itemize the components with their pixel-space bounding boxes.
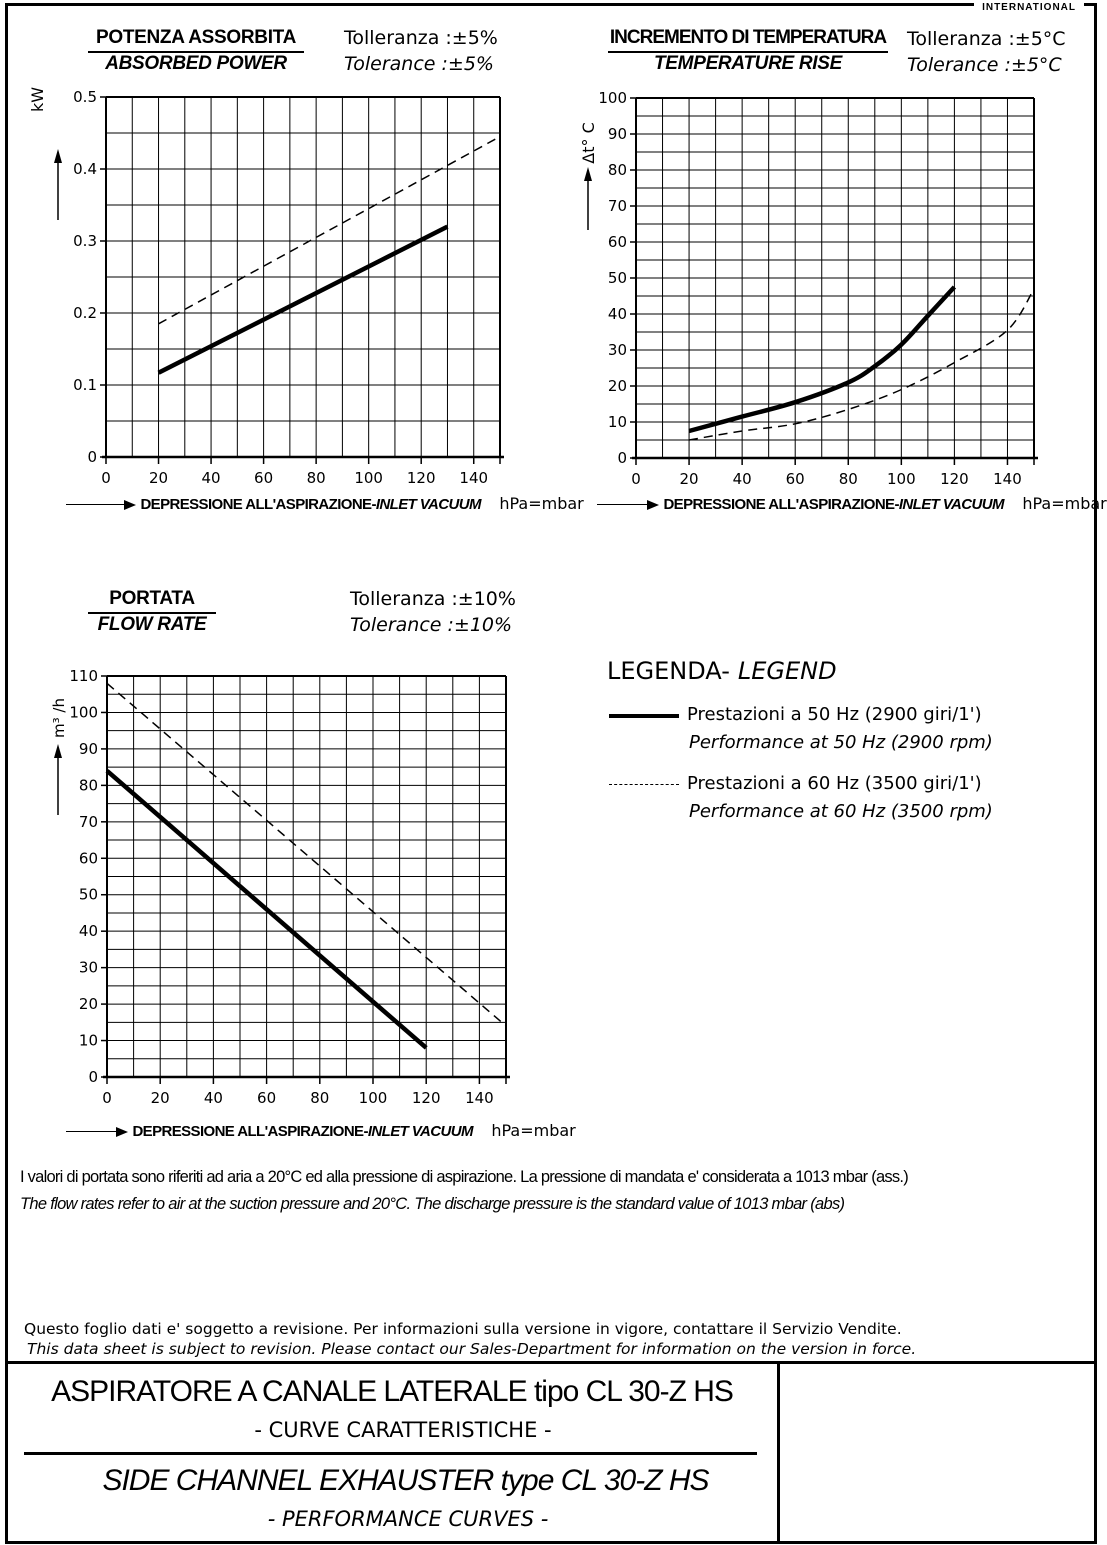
temp-tolerance-it: Tolleranza :±5°C	[907, 28, 1066, 50]
titleblock-en-main: SIDE CHANNEL EXHAUSTER type CL 30-Z HS	[102, 1464, 709, 1497]
temp-series	[689, 287, 1034, 440]
temp-xtick-label: 80	[838, 470, 858, 488]
power-xlabel	[66, 494, 584, 514]
flow-xtick-label: 40	[203, 1089, 223, 1107]
flow-ytick-label: 10	[78, 1031, 98, 1050]
flow-xtick-label: 140	[465, 1089, 494, 1107]
power-xtick-label: 80	[306, 469, 326, 487]
flow-ytick-label: 20	[78, 995, 98, 1014]
power-xunit: hPa=mbar	[499, 494, 584, 513]
temp-title-it: INCREMENTO DI TEMPERATURA	[609, 27, 887, 48]
temp-chart	[570, 85, 1090, 525]
power-series	[159, 137, 500, 373]
flow-ytick-label: 60	[78, 849, 98, 868]
temp-xlabel-it: DEPRESSIONE ALL'ASPIRAZIONE-	[663, 496, 899, 513]
power-xtick-label: 40	[201, 469, 221, 487]
flow-xunit: hPa=mbar	[491, 1121, 576, 1140]
power-xtick-label: 120	[406, 469, 436, 487]
power-ylabel: kW	[28, 86, 47, 112]
power-ytick-label: 0	[87, 448, 97, 466]
power-ytick-label: 0.2	[73, 304, 97, 322]
temp-title	[608, 27, 888, 75]
temp-xtick-label: 100	[887, 470, 916, 488]
titleblock-it-main: ASPIRATORE A CANALE LATERALE tipo CL 30-Z HS	[51, 1375, 733, 1408]
flow-title	[88, 588, 216, 636]
flow-xtick-label: 0	[102, 1089, 112, 1107]
power-title	[88, 27, 304, 75]
flow-tolerance-en: Tolerance :±10%	[350, 614, 513, 636]
power-ytick-label: 0.5	[73, 88, 97, 106]
flow-note-en: The flow rates refer to air at the suction pressure and 20°C. The discharge pressure is the standard value of 1013 mbar (abs)	[20, 1195, 845, 1213]
flow-series-60hz	[107, 683, 506, 1026]
power-xlabel-en: INLET VACUUM	[375, 496, 481, 513]
flow-ytick-label: 50	[78, 885, 98, 904]
flow-ytick-label: 80	[78, 776, 98, 795]
temp-grid	[632, 98, 1038, 458]
power-xtick-label: 0	[101, 469, 111, 487]
flow-xlabel-en: INLET VACUUM	[367, 1123, 473, 1140]
temp-title-en: TEMPERATURE RISE	[653, 53, 843, 74]
flow-chart	[40, 660, 560, 1110]
flow-tolerance-it: Tolleranza :±10%	[350, 588, 516, 610]
legend-dashed-swatch	[609, 784, 679, 785]
power-title-it: POTENZA ASSORBITA	[95, 27, 297, 48]
titleblock-mid-line	[24, 1452, 757, 1455]
temp-ytick-label: 10	[607, 413, 627, 431]
flow-xlabel-it: DEPRESSIONE ALL'ASPIRAZIONE-	[132, 1123, 368, 1140]
power-xlabel-it: DEPRESSIONE ALL'ASPIRAZIONE-	[140, 496, 376, 513]
flow-xlabel	[66, 1121, 576, 1141]
legend-50hz-it: Prestazioni a 50 Hz (2900 giri/1')	[687, 704, 982, 725]
flow-ylabel-arrowhead	[54, 744, 62, 758]
temp-xtick-label: 20	[679, 470, 699, 488]
temp-ticks	[598, 89, 1034, 488]
legend-title-en: LEGEND	[737, 657, 837, 685]
flow-ytick-label: 90	[78, 739, 98, 758]
flow-xtick-label: 60	[257, 1089, 277, 1107]
temp-xlabel-en: INLET VACUUM	[898, 496, 1004, 513]
flow-xtick-label: 120	[411, 1089, 441, 1107]
power-ytick-label: 0.1	[73, 376, 97, 394]
power-xtick-label: 140	[459, 469, 489, 487]
power-title-en: ABSORBED POWER	[105, 53, 287, 74]
power-tolerance-it: Tolleranza :±5%	[344, 27, 498, 49]
temp-ytick-label: 80	[607, 161, 627, 179]
temp-xlabel	[597, 494, 1107, 514]
flow-series	[107, 683, 506, 1048]
temp-ytick-label: 60	[607, 233, 627, 251]
power-series-60hz	[159, 137, 500, 324]
power-grid	[102, 97, 504, 457]
temp-ylabel: Δt° C	[579, 122, 598, 164]
titleblock-it-sub: - CURVE CARATTERISTICHE -	[254, 1418, 552, 1442]
temp-ytick-label: 40	[607, 305, 627, 323]
temp-ytick-label: 70	[607, 197, 627, 215]
power-ticks	[73, 88, 500, 487]
flow-grid	[103, 676, 510, 1077]
flow-ytick-label: 100	[69, 703, 98, 722]
flow-ytick-label: 40	[78, 922, 98, 941]
flow-ytick-label: 70	[78, 812, 98, 831]
temp-xtick-label: 140	[993, 470, 1022, 488]
temp-xtick-label: 120	[940, 470, 969, 488]
flow-ytick-label: 110	[69, 667, 98, 685]
temp-tolerance-en: Tolerance :±5°C	[907, 54, 1062, 76]
temp-xunit: hPa=mbar	[1022, 494, 1107, 513]
temp-ytick-label: 30	[607, 341, 627, 359]
power-ytick-label: 0.4	[73, 160, 97, 178]
flow-xtick-label: 100	[358, 1089, 388, 1107]
legend-60hz-en: Performance at 60 Hz (3500 rpm)	[689, 801, 993, 822]
power-xtick-label: 20	[148, 469, 169, 487]
power-ytick-label: 0.3	[73, 232, 97, 250]
power-tolerance-en: Tolerance :±5%	[344, 53, 494, 75]
flow-title-it: PORTATA	[109, 588, 195, 609]
legend-60hz-it: Prestazioni a 60 Hz (3500 giri/1')	[687, 773, 982, 794]
temp-xtick-label: 60	[785, 470, 805, 488]
flow-title-en: FLOW RATE	[97, 614, 207, 635]
flow-note-it: I valori di portata sono riferiti ad aria a 20°C ed alla pressione di aspirazione. La pressione di mandata e' considerata a 1013 mbar (ass.)	[20, 1168, 908, 1186]
brand-label: INTERNATIONAL	[974, 2, 1084, 13]
power-chart	[28, 85, 560, 525]
flow-xtick-label: 80	[310, 1089, 330, 1107]
temp-ylabel-arrowhead	[584, 167, 592, 181]
revision-note-en: This data sheet is subject to revision. Please contact our Sales-Department for information on the version in force.	[27, 1340, 917, 1358]
revision-note-it: Questo foglio dati e' soggetto a revisione. Per informazioni sulla versione in vigore, contattare il Servizio Vendite.	[24, 1320, 902, 1338]
flow-ylabel: m³ /h	[50, 698, 68, 738]
temp-ytick-label: 100	[598, 89, 627, 107]
legend-title	[607, 657, 837, 685]
temp-xtick-label: 40	[732, 470, 752, 488]
legend-50hz-en: Performance at 50 Hz (2900 rpm)	[689, 732, 993, 753]
temp-ytick-label: 0	[617, 449, 627, 467]
legend-solid-swatch	[609, 714, 679, 718]
titleblock-top-line	[5, 1361, 1094, 1364]
temp-xtick-label: 0	[631, 470, 641, 488]
flow-xtick-label: 20	[150, 1089, 170, 1107]
temp-ytick-label: 20	[607, 377, 627, 395]
power-xtick-label: 60	[254, 469, 274, 487]
temp-ytick-label: 50	[607, 269, 627, 287]
temp-ytick-label: 90	[607, 125, 627, 143]
power-ylabel-arrowhead	[54, 149, 62, 163]
flow-ytick-label: 30	[78, 958, 98, 977]
titleblock-en-sub: - PERFORMANCE CURVES -	[267, 1507, 549, 1531]
power-xtick-label: 100	[354, 469, 383, 487]
flow-ytick-label: 0	[88, 1068, 98, 1086]
legend-title-it: LEGENDA-	[607, 657, 730, 685]
